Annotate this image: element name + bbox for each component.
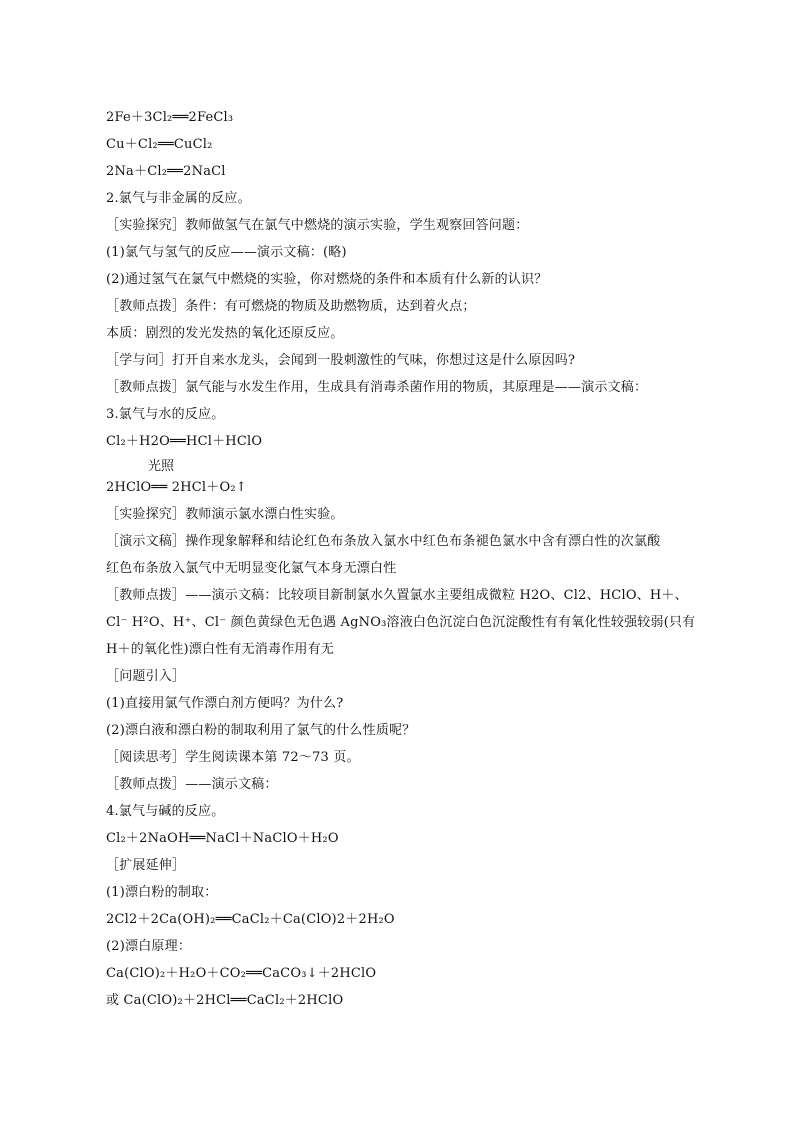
condition-label-light: 光照 — [148, 459, 175, 474]
slide-text-1: ［演示文稿］操作现象解释和结论红色布条放入氯水中红色布条褪色氯水中含有漂白性的次氯酸 — [106, 534, 661, 549]
teacher-note-compare-3: H＋的氧化性)漂白性有无消毒作用有无 — [106, 642, 335, 657]
question-1: (1)氯气与氢气的反应——演示文稿：(略) — [106, 245, 347, 260]
teacher-note-slide: ［教师点拨］——演示文稿： — [106, 777, 278, 792]
problem-question-2: (2)漂白液和漂白粉的制取利用了氯气的什么性质呢？ — [106, 723, 416, 738]
problem-intro-heading: ［问题引入］ — [106, 669, 186, 684]
equation-cu-cl2: Cu＋Cl₂══CuCl₂ — [106, 137, 213, 152]
section-heading-water: 3.氯气与水的反应。 — [106, 407, 225, 422]
reading-note: ［阅读思考］学生阅读课本第 72～73 页。 — [106, 750, 360, 765]
bleaching-powder-prep-label: (1)漂白粉的制取： — [106, 885, 218, 900]
equation-fe-cl2: 2Fe＋3Cl₂══2FeCl₃ — [106, 110, 234, 125]
section-heading-nonmetal: 2.氯气与非金属的反应。 — [106, 191, 251, 206]
equation-na-cl2: 2Na＋Cl₂══2NaCl — [106, 164, 226, 179]
document-page — [106, 104, 706, 1014]
question-2: (2)通过氢气在氯气中燃烧的实验，你对燃烧的条件和本质有什么新的认识？ — [106, 272, 548, 287]
slide-text-2: 红色布条放入氯气中无明显变化氯气本身无漂白性 — [106, 561, 397, 576]
teacher-note-compare-1: ［教师点拨］——演示文稿：比较项目新制氯水久置氯水主要组成微粒 H2O、Cl2、HClO、H＋、 — [106, 588, 688, 603]
bleaching-principle-label: (2)漂白原理： — [106, 939, 192, 954]
equation-cl2-naoh: Cl₂＋2NaOH══NaCl＋NaClO＋H₂O — [106, 831, 339, 846]
extension-heading: ［扩展延伸］ — [106, 858, 186, 873]
teacher-note-essence: 本质：剧烈的发光发热的氧化还原反应。 — [106, 326, 344, 341]
teacher-note-water: ［教师点拨］氯气能与水发生作用，生成具有消毒杀菌作用的物质，其原理是——演示文稿： — [106, 380, 648, 395]
teacher-note-compare-2: Cl⁻ H²O、H⁺、Cl⁻ 颜色黄绿色无色遇 AgNO₃溶液白色沉淀白色沉淀酸性有有氧化性较强较弱(只有 — [106, 615, 696, 630]
teacher-note-condition: ［教师点拨］条件：有可燃烧的物质及助燃物质，达到着火点； — [106, 299, 476, 314]
equation-hclo-decompose: 2HClO══ 2HCl＋O₂↑ — [106, 480, 247, 495]
paragraph-experiment: ［实验探究］教师做氢气在氯气中燃烧的演示实验，学生观察回答问题： — [106, 218, 529, 233]
learn-and-ask: ［学与问］打开自来水龙头，会闻到一股刺激性的气味，你想过这是什么原因吗? — [106, 353, 576, 368]
equation-bleach-hcl: 或 Ca(ClO)₂＋2HCl══CaCl₂＋2HClO — [106, 993, 344, 1008]
equation-bleaching-powder: 2Cl2＋2Ca(OH)₂══CaCl₂＋Ca(ClO)2＋2H₂O — [106, 912, 395, 927]
problem-question-1: (1)直接用氯气作漂白剂方便吗？为什么? — [106, 696, 344, 711]
experiment-bleach: ［实验探究］教师演示氯水漂白性实验。 — [106, 507, 344, 522]
equation-cl2-water: Cl₂＋H2O══HCl＋HClO — [106, 434, 263, 449]
equation-bleach-co2: Ca(ClO)₂＋H₂O＋CO₂══CaCO₃↓＋2HClO — [106, 966, 377, 981]
section-heading-base: 4.氯气与碱的反应。 — [106, 804, 225, 819]
